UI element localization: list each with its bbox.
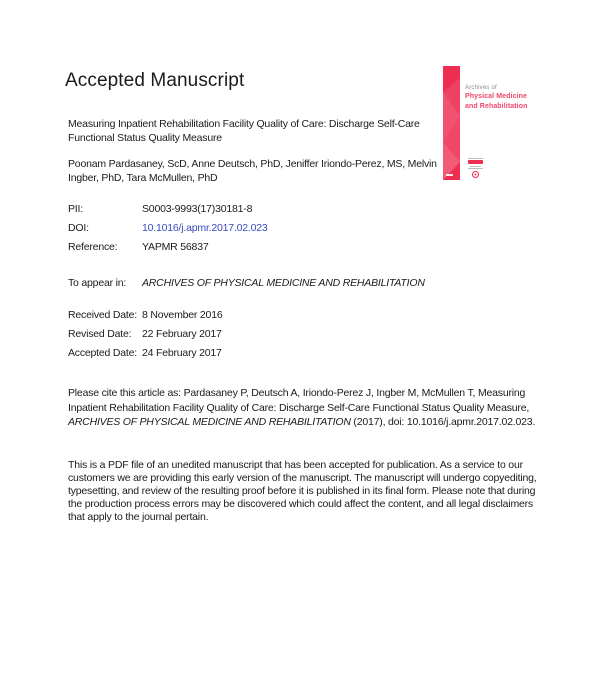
metadata-label: To appear in:	[68, 277, 127, 289]
society-logo-wordmark	[468, 160, 483, 164]
metadata-row-accepted-date	[68, 347, 222, 366]
reference-value: YAPMR 56837	[142, 241, 209, 253]
metadata-identifiers	[68, 203, 268, 260]
accepted-date-value: 24 February 2017	[142, 347, 222, 359]
received-date-value: 8 November 2016	[142, 309, 223, 321]
citation-text: Please cite this article as: Pardasaney P, Deutsch A, Iriondo-Perez J, Ingber M, McMullen T, Measuring Inpatient Rehabilitation Facility Quality of Care: Discharge Self-Care Functional Status Quality Measure,	[68, 387, 530, 414]
society-logo-text-line	[468, 168, 483, 169]
society-logo-text-line	[470, 166, 481, 167]
article-title: Measuring Inpatient Rehabilitation Facility Quality of Care: Discharge Self-Care Functional Status Quality Measure	[68, 118, 420, 144]
metadata-label: Received Date:	[68, 309, 137, 321]
cover-spine-microtext	[446, 174, 453, 176]
journal-title-line-archives: Archives of	[465, 85, 497, 91]
citation-doi-text: (2017), doi: 10.1016/j.apmr.2017.02.023.	[350, 416, 536, 428]
metadata-label: PII:	[68, 203, 83, 215]
metadata-dates	[68, 309, 222, 366]
journal-cover-thumbnail	[443, 64, 533, 184]
journal-title-block	[465, 84, 531, 111]
journal-title-line-physical-medicine: Physical Medicine	[465, 93, 528, 100]
society-logo	[465, 156, 485, 178]
publisher-disclaimer: This is a PDF file of an unedited manuscript that has been accepted for publication. As a service to our customers we are providing this early version of the manuscript. The manuscript will undergo copyediting, typesetting, and review of the resulting proof before it is published in its final form. Please note that during the production process errors may be discovered which could affect the content, and all legal disclaimers that apply to the journal pertain.	[68, 459, 537, 523]
society-logo-emblem-icon	[472, 171, 479, 178]
citation-journal-name: ARCHIVES OF PHYSICAL MEDICINE AND REHABILITATION	[68, 416, 351, 428]
metadata-journal	[68, 277, 425, 296]
journal-name-value: ARCHIVES OF PHYSICAL MEDICINE AND REHABILITATION	[142, 277, 425, 289]
pii-value: S0003-9993(17)30181-8	[142, 203, 253, 215]
metadata-row-doi	[68, 222, 268, 241]
accepted-manuscript-heading: Accepted Manuscript	[65, 70, 245, 91]
metadata-row-to-appear-in	[68, 277, 425, 296]
author-list: Poonam Pardasaney, ScD, Anne Deutsch, PhD, Jeniffer Iriondo-Perez, MS, Melvin Ingber, PhD, Tara McMullen, PhD	[68, 158, 437, 184]
journal-title-line-rehabilitation: and Rehabilitation	[465, 102, 528, 110]
metadata-row-reference	[68, 241, 268, 260]
citation-instructions	[68, 386, 540, 430]
doi-link[interactable]: 10.1016/j.apmr.2017.02.023	[142, 222, 268, 234]
metadata-label: DOI:	[68, 222, 89, 234]
metadata-row-pii	[68, 203, 268, 222]
society-logo-text-line	[468, 158, 483, 159]
metadata-row-received-date	[68, 309, 222, 328]
metadata-row-revised-date	[68, 328, 222, 347]
metadata-label: Accepted Date:	[68, 347, 137, 359]
metadata-label: Reference:	[68, 241, 118, 253]
revised-date-value: 22 February 2017	[142, 328, 222, 340]
metadata-label: Revised Date:	[68, 328, 132, 340]
